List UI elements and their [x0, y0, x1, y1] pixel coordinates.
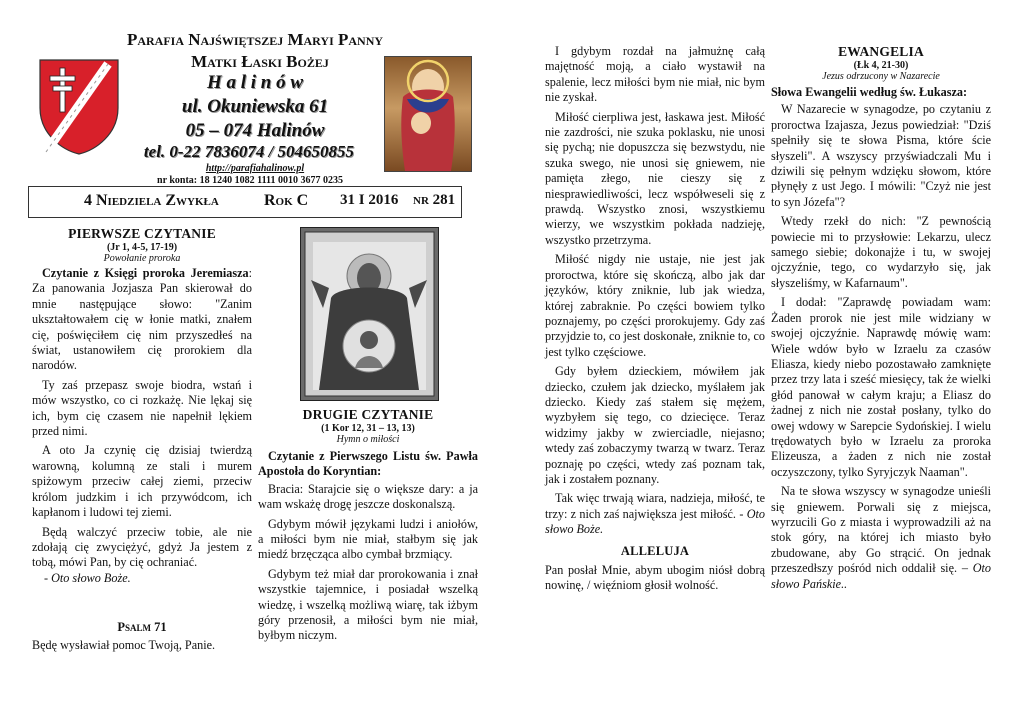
- icon-image: [300, 227, 439, 401]
- website-link[interactable]: http://parafiahalinow.pl: [205, 163, 305, 174]
- gospel: [771, 44, 991, 592]
- second-reading-p1: Bracia: Starajcie się o większe dary: a ja wam wskażę drogę jeszcze doskonalszą.: [258, 481, 478, 512]
- alleluia-text: Pan posłał Mnie, abym ubogim niósł dobrą nowinę, / więźniom głosił wolność.: [545, 563, 765, 593]
- gospel-p1: W Nazarecie w synagodze, po czytaniu z proroctwa Izajasza, Jezus powiedział: "Dziś spełniły się te słowa Pisma, które ście słyszeli". A wszyscy przyświadczali Mu i dziwili się pełnym wdzięku słowom, które płynęły z ust Jego. I mówili: "Czyż nie jest to syn Józefa"?: [771, 102, 991, 209]
- issue-date: 31 I 2016: [340, 192, 399, 208]
- second-reading-p5: Miłość cierpliwa jest, łaskawa jest. Miłość nie zazdrości, nie szuka poklasku, nie unosi się pychą; nie dopuszcza się bezwstydu, nie szuka swego, nie unosi się gniewem, nie pamięta złego, nie cieszy się z niesprawiedliwości, lecz współweseli się z prawdą. Wszystko znosi, wszystkiemu wierzy, we wszystkim pokłada nadzieję, wszystko przetrzyma.: [545, 109, 765, 247]
- first-reading-p1: Czytanie z Księgi proroka Jeremiasza: Za panowania Jozjasza Pan skierował do mnie następujące słowo: "Zanim ukształtowałem cię w łonie matki, znałem cię, poświęciłem cię nim przyszedłeś na świat, ustanowiłem cię prorokiem dla narodów.: [32, 266, 252, 373]
- psalm-refrain: Będę wysławiał pomoc Twoją, Panie.: [32, 638, 216, 652]
- first-reading-ending: - Oto słowo Boże.: [44, 570, 131, 585]
- parish-name-line2: Matki Łaski Bożej: [191, 52, 329, 71]
- gospel-intro: Słowa Ewangelii według św. Łukasza:: [771, 85, 968, 99]
- liturgical-year: Rok C: [264, 192, 309, 209]
- madonna-image: [384, 56, 472, 172]
- coat-of-arms: [36, 56, 122, 156]
- town-name: H a l i n ó w: [206, 72, 304, 93]
- first-reading-subtitle: Powołanie proroka: [103, 253, 181, 264]
- psalm-heading: Psalm 71: [117, 620, 167, 634]
- second-reading-subtitle: Hymn o miłości: [336, 434, 400, 445]
- first-reading: [32, 226, 252, 586]
- first-reading-ref: (Jr 1, 4-5, 17-19): [106, 242, 178, 253]
- first-reading-intro: Czytanie z Księgi proroka Jeremiasza: [42, 266, 249, 280]
- issue-number: nr 281: [413, 192, 456, 208]
- second-reading-ref: (1 Kor 12, 31 – 13, 13): [321, 423, 415, 434]
- second-reading: [258, 407, 478, 644]
- first-reading-heading: PIERWSZE CZYTANIE: [68, 226, 216, 241]
- second-reading-p3: Gdybym też miał dar prorokowania i znał wszystkie tajemnice, i posiadał wszelką wiedzę, i wszelką możliwą wiarę, tak iżbym góry przenosił, a miłości bym nie miał, byłbym niczym.: [258, 566, 478, 643]
- second-reading-p2: Gdybym mówił językami ludzi i aniołów, a miłości bym nie miał, stałbym się jak miedź brzęcząca albo cymbał brzmiący.: [258, 516, 478, 562]
- phone: tel. 0-22 7836074 / 504650855: [143, 142, 355, 161]
- bank-account: nr konta: 18 1240 1082 1111 0010 3677 0235: [157, 175, 343, 186]
- second-reading-heading: DRUGIE CZYTANIE: [302, 407, 434, 422]
- sunday-name: 4 Niedziela Zwykła: [84, 192, 219, 209]
- first-reading-p4: Będą walczyć przeciw tobie, ale nie zdołają cię zwyciężyć, gdyż Ja jestem z tobą, mówi Pan, by cię ochraniać.: [32, 524, 252, 570]
- parish-name-line1: Parafia Najświętszej Maryi Panny: [126, 30, 384, 49]
- street-address: ul. Okuniewska 61: [181, 96, 329, 117]
- second-reading-ending: - Oto słowo Boże.: [545, 506, 765, 537]
- second-reading-continued: [545, 44, 765, 594]
- postcode: 05 – 074 Halinów: [185, 120, 325, 141]
- gospel-p2: Wtedy rzekł do nich: "Z pewnością powiecie mi to przysłowie: Lekarzu, ulecz samego siebie; dokonajże i tu, w swojej ojczyźnie, tego, co wydarzyło się, jak słyszeliśmy, w Kafarnaum".: [771, 214, 991, 290]
- gospel-p4: Na te słowa wszyscy w synagodze unieśli się gniewem. Porwali się z miejsca, wyrzucili Go z miasta i wyprowadzili aż na stok góry, na której ich miasto było zbudowane, aby Go strącić. On jednak przeszedłszy pośród nich oddalił się. – Oto słowo Pańskie..: [771, 484, 991, 591]
- second-reading-p4: I gdybym rozdał na jałmużnę całą majętność moją, a ciało wystawił na spalenie, lecz miłości bym nie miał, nic bym nie zyskał.: [545, 44, 765, 105]
- gospel-ending: – Oto słowo Pańskie..: [771, 561, 991, 591]
- second-reading-intro: Czytanie z Pierwszego Listu św. Pawła Apostoła do Koryntian:: [258, 449, 478, 479]
- second-reading-p7: Gdy byłem dzieckiem, mówiłem jak dziecko, czułem jak dziecko, myślałem jak dziecko. Kiedy zaś stałem się mężem, wyzbyłem się tego, co dziecięce. Teraz widzimy jakby w zwierciadle, niejasno; wtedy zaś zobaczymy twarzą w twarz. Teraz poznaję po części, wtedy zaś poznam tak, jak i zostałem poznany.: [545, 364, 765, 486]
- second-reading-p6: Miłość nigdy nie ustaje, nie jest jak proroctwa, które się skończą, albo jak dar języków, który zniknie, lub jak wiedza, której zabraknie. Po części bowiem tylko poznajemy, po części prorokujemy. Gdy zaś przyjdzie to, co jest doskonałe, zniknie to, co jest tylko częściowe.: [545, 252, 765, 359]
- first-reading-p3: A oto Ja czynię cię dzisiaj twierdzą warowną, kolumną ze stali i murem spiżowym przeciw całej ziemi, przeciw królom judzkim i ich przywódcom, ich kapłanom i ludowi tej ziemi.: [32, 443, 252, 520]
- gospel-heading: EWANGELIA: [838, 44, 924, 59]
- alleluia-heading: ALLELUJA: [620, 543, 690, 558]
- gospel-subtitle: Jezus odrzucony w Nazarecie: [822, 71, 940, 82]
- gospel-p3: I dodał: "Zaprawdę powiadam wam: Żaden prorok nie jest mile widziany w swojej ojczyźnie. Naprawdę mówię wam: Wiele wdów było w Izraelu za czasów Eliasza, kiedy niebo pozostawało zamknięte przez trzy lata i sześć miesięcy, tak że wielki głód panował w całym kraju; a Eliasz do żadnej z nich nie został posłany, tylko do owej wdowy w Sarepcie Sydońskiej. I wielu trędowatych było w Izraelu za proroka Elizeusza, a żaden z nich nie został oczyszczony, tylko Syryjczyk Naaman".: [771, 295, 991, 479]
- gospel-ref: (Łk 4, 21-30): [853, 60, 909, 71]
- second-reading-p8: Tak więc trwają wiara, nadzieja, miłość, te trzy: z nich zaś największa jest miłość. - Oto słowo Boże.: [545, 491, 765, 537]
- first-reading-p2: Ty zaś przepasz swoje biodra, wstań i mów wszystko, co ci rozkażę. Nie lękaj się ich, bym cię czasem nie napełnił lękiem przed nimi.: [32, 377, 252, 439]
